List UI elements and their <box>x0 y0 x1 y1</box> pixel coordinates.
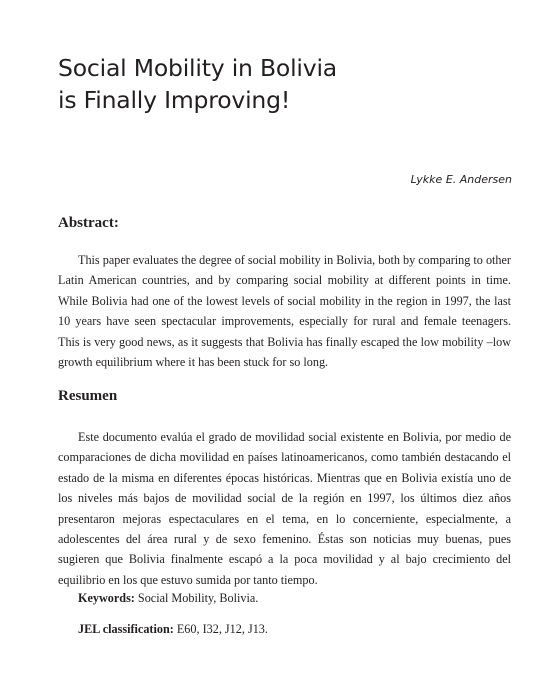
jel-classification-value: E60, I32, J12, J13. <box>176 622 268 636</box>
keywords-label: Keywords: <box>78 591 135 605</box>
jel-classification-line <box>78 620 268 638</box>
jel-classification-label: JEL classification: <box>78 622 174 636</box>
resumen-heading: Resumen <box>58 388 118 404</box>
abstract-heading: Abstract: <box>58 215 119 231</box>
abstract-body: This paper evaluates the degree of social mobility in Bolivia, both by comparing to other Latin American countries, and by comparing social mobility at different points in time. While Bolivia had one of the lowest levels of social mobility in the region in 1997, the last 10 years have seen spectacular improvements, especially for rural and female teenagers. This is very good news, as it suggests that Bolivia has finally escaped the low mobility –low growth equilibrium where it has been stuck for so long. <box>58 253 511 370</box>
paper-title-line-2: is Finally Improving! <box>58 86 291 114</box>
resumen-body: Este documento evalúa el grado de movilidad social existente en Bolivia, por medio de comparaciones de dicha movilidad en países latinoamericanos, como también destacando el estado de la misma en diferentes épocas históricas. Mientras que en Bolivia existía uno de los niveles más bajos de movilidad social de la región en 1997, los últimos diez años presentaron mejoras espectaculares en el tema, en lo concerniente, especialmente, a adolescentes del área rural y de sexo femenino. Éstas son noticias muy buenas, pues sugieren que Bolivia finalmente escapó a la poca movilidad y al bajo crecimiento del equilibrio en los que estuvo sumida por tanto tiempo. <box>58 430 511 587</box>
author-name: Lykke E. Andersen <box>410 173 512 186</box>
paper-title-line-1: Social Mobility in Bolivia <box>58 54 337 82</box>
keywords-line <box>78 589 258 607</box>
keywords-value: Social Mobility, Bolivia. <box>137 591 259 605</box>
paper-title <box>58 52 337 116</box>
